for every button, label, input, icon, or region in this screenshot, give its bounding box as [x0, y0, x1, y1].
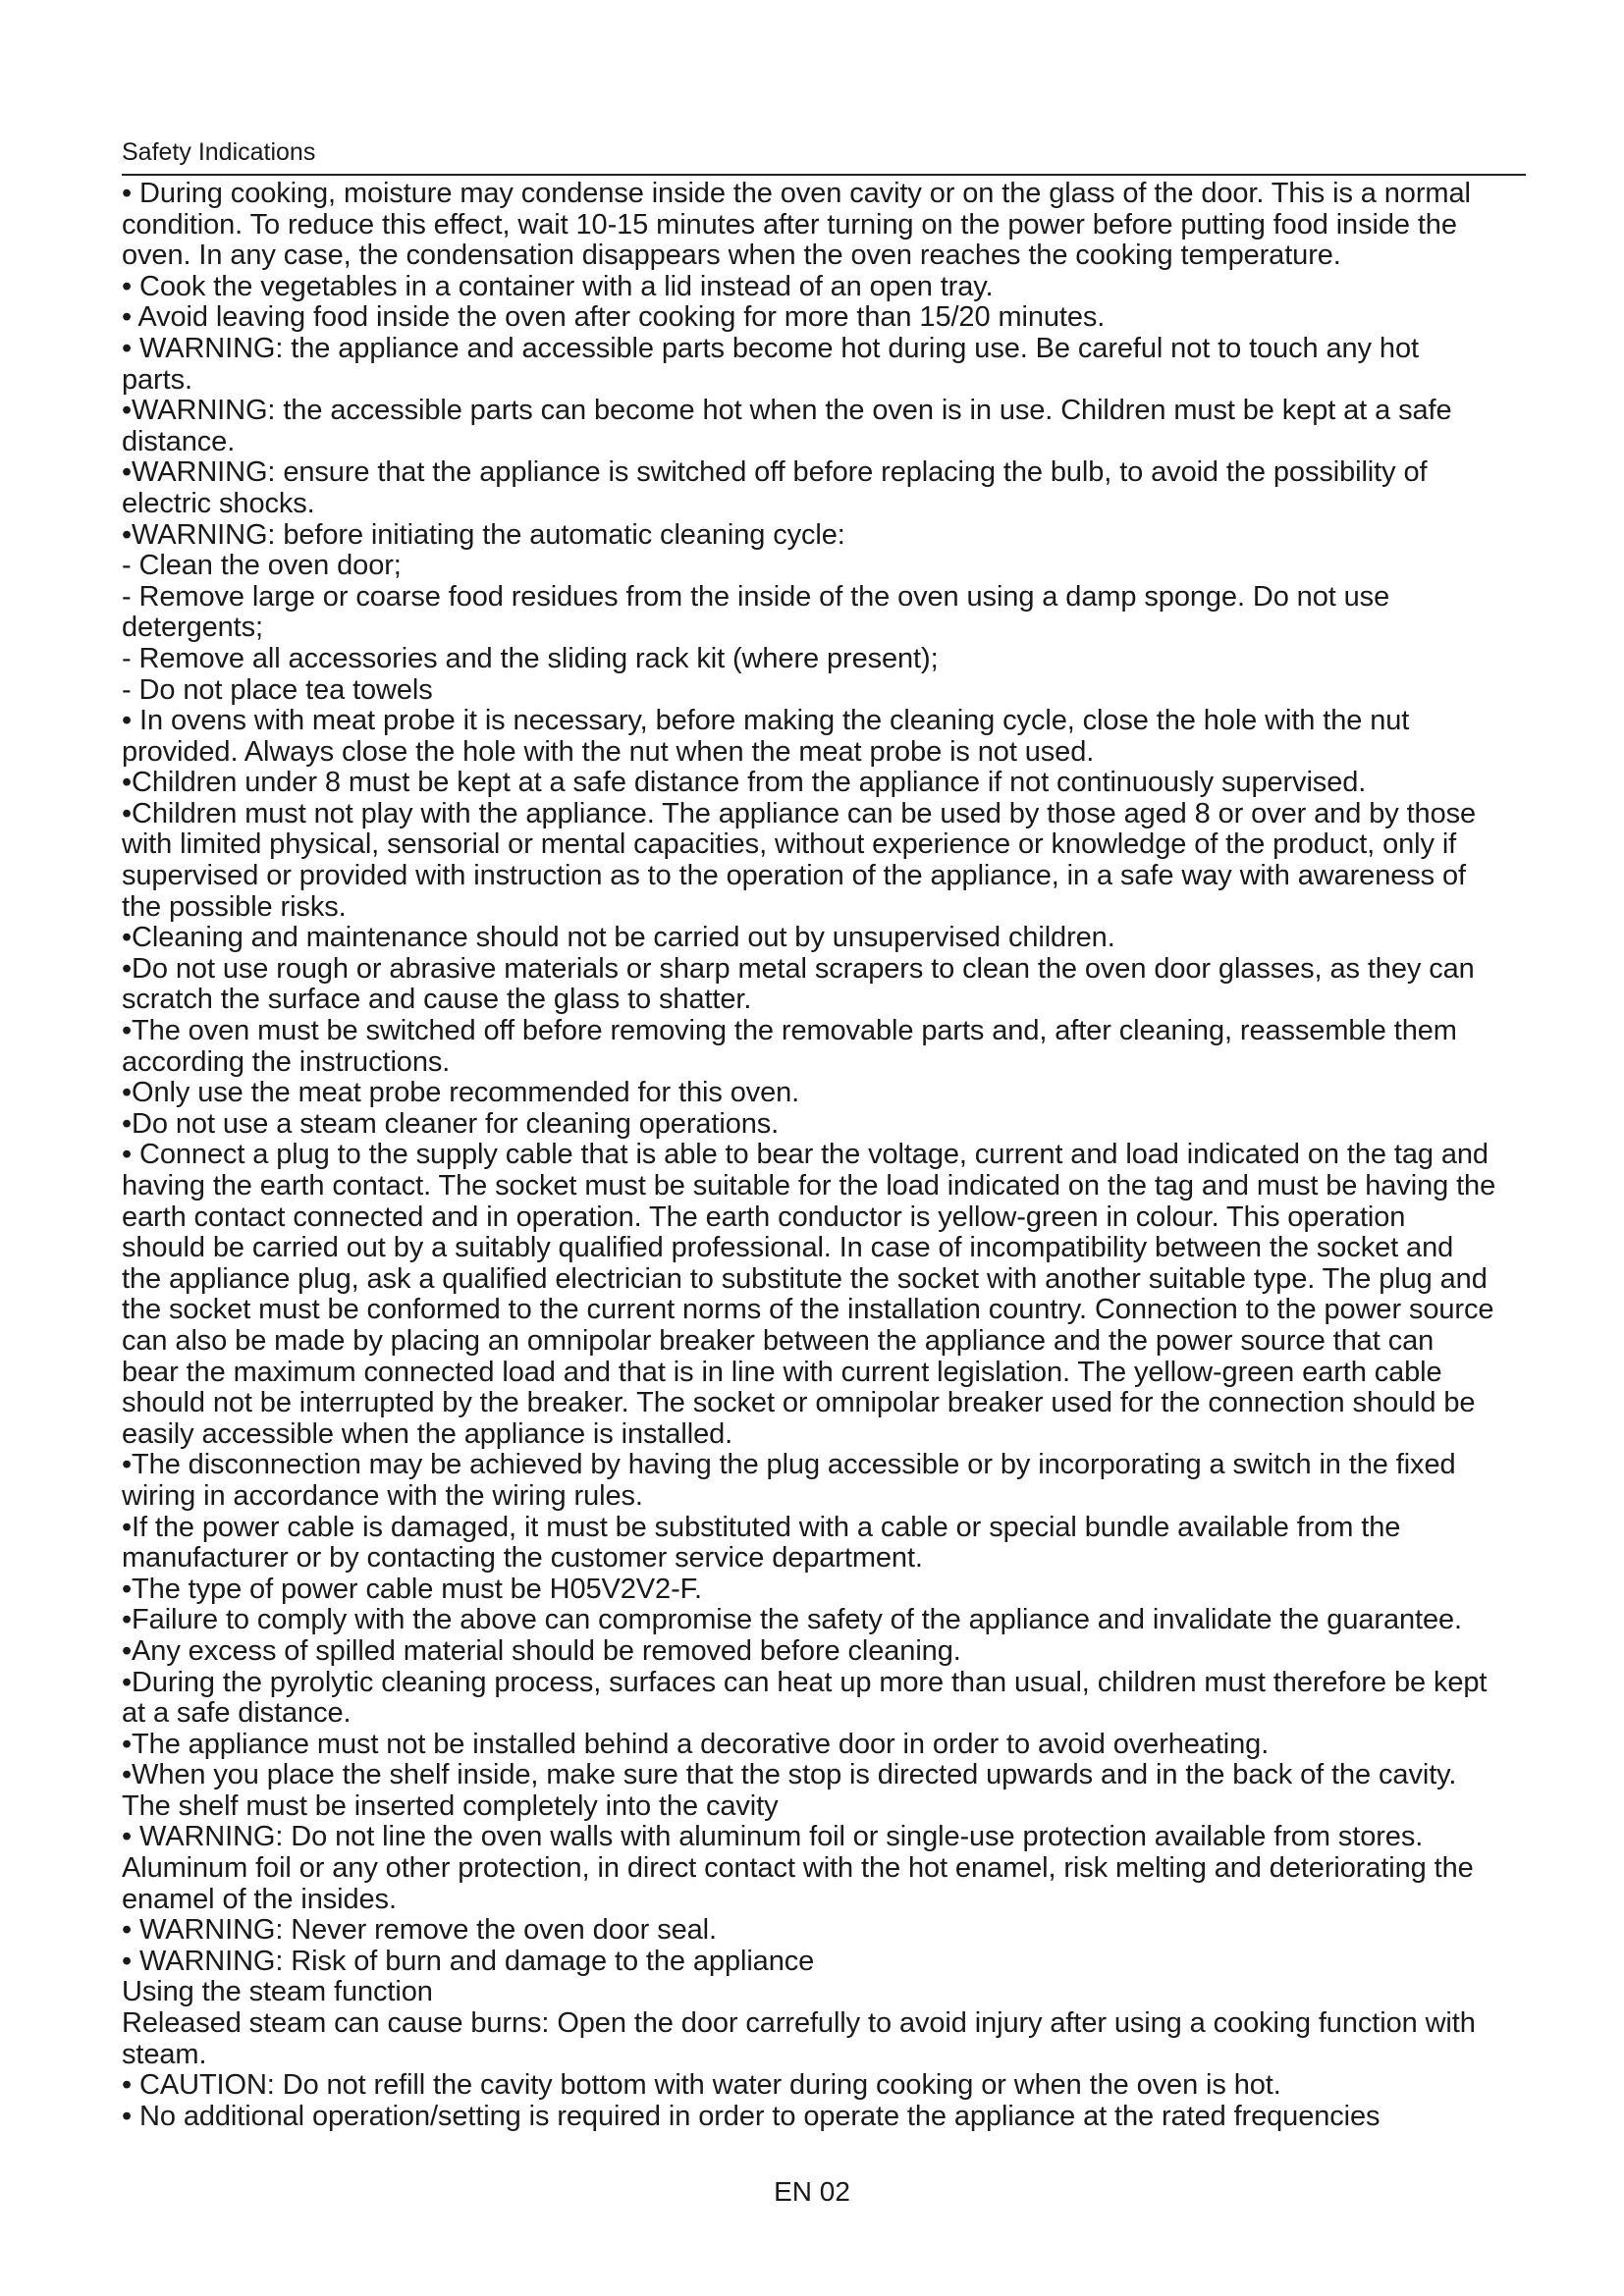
text-line: provided. Always close the hole with the nut when the meat probe is not used. [122, 736, 1095, 768]
text-line: parts. [122, 364, 192, 396]
text-line: can also be made by placing an omnipolar breaker between the appliance and the power source that can [122, 1325, 1435, 1357]
text-line: condition. To reduce this effect, wait 10-15 minutes after turning on the power before putting food inside the [122, 209, 1457, 240]
text-line: wiring in accordance with the wiring rules. [122, 1480, 643, 1512]
text-line: • Cook the vegetables in a container with a lid instead of an open tray. [122, 271, 994, 302]
text-line: according the instructions. [122, 1046, 451, 1078]
safety-instructions-body [122, 179, 1610, 2166]
text-line: •WARNING: the accessible parts can become hot when the oven is in use. Children must be kept at a safe [122, 396, 1452, 427]
text-line: •Any excess of spilled material should be removed before cleaning. [122, 1635, 961, 1667]
text-line: manufacturer or by contacting the customer service department. [122, 1543, 923, 1575]
text-line: • In ovens with meat probe it is necessary, before making the cleaning cycle, close the hole with the nut [122, 706, 1410, 737]
text-line: scratch the surface and cause the glass to shatter. [122, 985, 752, 1016]
text-line: •Failure to comply with the above can compromise the safety of the appliance and invalidate the guarantee. [122, 1605, 1462, 1636]
text-line: •Only use the meat probe recommended for this oven. [122, 1078, 800, 1109]
text-line: oven. In any case, the condensation disappears when the oven reaches the cooking temperature. [122, 240, 1341, 272]
text-line: earth contact connected and in operation. The earth conductor is yellow-green in colour. This operation [122, 1201, 1406, 1233]
text-line: • Avoid leaving food inside the oven after cooking for more than 15/20 minutes. [122, 302, 1106, 334]
text-line: • WARNING: Never remove the oven door seal. [122, 1915, 717, 1947]
page-header [122, 136, 1526, 176]
text-line: • WARNING: Risk of burn and damage to the appliance [122, 1946, 815, 1977]
text-line: - Remove all accessories and the sliding rack kit (where present); [122, 643, 939, 674]
text-line: •Do not use a steam cleaner for cleaning operations. [122, 1108, 780, 1140]
text-line: with limited physical, sensorial or mental capacities, without experience or knowledge of the product, only if [122, 829, 1457, 861]
text-line: - Remove large or coarse food residues from the inside of the oven using a damp sponge. Do not use [122, 581, 1390, 613]
text-line: •Cleaning and maintenance should not be carried out by unsupervised children. [122, 923, 1115, 954]
text-line: enamel of the insides. [122, 1884, 397, 1915]
text-line: • CAUTION: Do not refill the cavity bottom with water during cooking or when the oven is hot. [122, 2070, 1281, 2102]
text-line: steam. [122, 2039, 207, 2070]
text-line: Using the steam function [122, 1977, 433, 2008]
text-line: The shelf must be inserted completely into the cavity [122, 1790, 779, 1822]
text-line: •The disconnection may be achieved by having the plug accessible or by incorporating a switch in the fixed [122, 1450, 1456, 1481]
text-line: Aluminum foil or any other protection, in direct contact with the hot enamel, risk melting and deteriorating the [122, 1853, 1474, 1885]
text-line: •Children must not play with the appliance. The appliance can be used by those aged 8 or over and by those [122, 798, 1477, 829]
text-line: supervised or provided with instruction as to the operation of the appliance, in a safe way with awareness of [122, 861, 1466, 892]
text-line: •WARNING: ensure that the appliance is switched off before replacing the bulb, to avoid the possibility of [122, 457, 1428, 489]
text-line: •If the power cable is damaged, it must be substituted with a cable or special bundle available from the [122, 1512, 1401, 1543]
text-line: at a safe distance. [122, 1698, 352, 1730]
text-line: - Do not place tea towels [122, 674, 433, 706]
text-line: detergents; [122, 613, 263, 644]
text-line: •The type of power cable must be H05V2V2-F. [122, 1574, 702, 1605]
text-line: - Clean the oven door; [122, 551, 402, 582]
text-line: •When you place the shelf inside, make sure that the stop is directed upwards and in the back of the cavity. [122, 1760, 1457, 1791]
text-line: should not be interrupted by the breaker. The socket or omnipolar breaker used for the connection should be [122, 1388, 1476, 1419]
text-line: should be carried out by a suitably qualified professional. In case of incompatibility between the socket and [122, 1233, 1454, 1264]
text-line: •The appliance must not be installed behind a decorative door in order to avoid overheating. [122, 1729, 1270, 1760]
text-line: •Children under 8 must be kept at a safe distance from the appliance if not continuously supervised. [122, 768, 1367, 799]
text-line: • WARNING: Do not line the oven walls with aluminum foil or single-use protection available from stores. [122, 1822, 1424, 1853]
section-title: Safety Indications [122, 138, 316, 166]
text-line: electric shocks. [122, 488, 315, 519]
text-line: •WARNING: before initiating the automatic cleaning cycle: [122, 519, 845, 551]
page-footer [0, 2175, 1624, 2209]
text-line: the socket must be conformed to the current norms of the installation country. Connection to the power source [122, 1295, 1494, 1326]
text-line: • No additional operation/setting is required in order to operate the appliance at the rated frequencies [122, 2101, 1380, 2132]
text-line: •Do not use rough or abrasive materials or sharp metal scrapers to clean the oven door glasses, as they can [122, 953, 1475, 985]
text-line: the appliance plug, ask a qualified electrician to substitute the socket with another suitable type. The plug and [122, 1263, 1488, 1295]
text-line: distance. [122, 426, 236, 457]
text-line: • WARNING: the appliance and accessible parts become hot during use. Be careful not to touch any hot [122, 333, 1419, 364]
text-line: • Connect a plug to the supply cable that is able to bear the voltage, current and load indicated on the tag and [122, 1140, 1489, 1171]
text-line: the possible risks. [122, 891, 347, 923]
text-line: easily accessible when the appliance is installed. [122, 1418, 733, 1450]
page-number: EN 02 [774, 2176, 850, 2207]
text-line: • During cooking, moisture may condense inside the oven cavity or on the glass of the door. This is a normal [122, 179, 1471, 209]
text-line: •The oven must be switched off before removing the removable parts and, after cleaning, reassemble them [122, 1016, 1457, 1047]
text-line: •During the pyrolytic cleaning process, surfaces can heat up more than usual, children must therefore be kept [122, 1667, 1488, 1698]
text-line: bear the maximum connected load and that is in line with current legislation. The yellow-green earth cable [122, 1357, 1442, 1388]
text-line: Released steam can cause burns: Open the door carrefully to avoid injury after using a cooking function with [122, 2008, 1476, 2040]
text-line: having the earth contact. The socket must be suitable for the load indicated on the tag and must be having the [122, 1171, 1496, 1201]
